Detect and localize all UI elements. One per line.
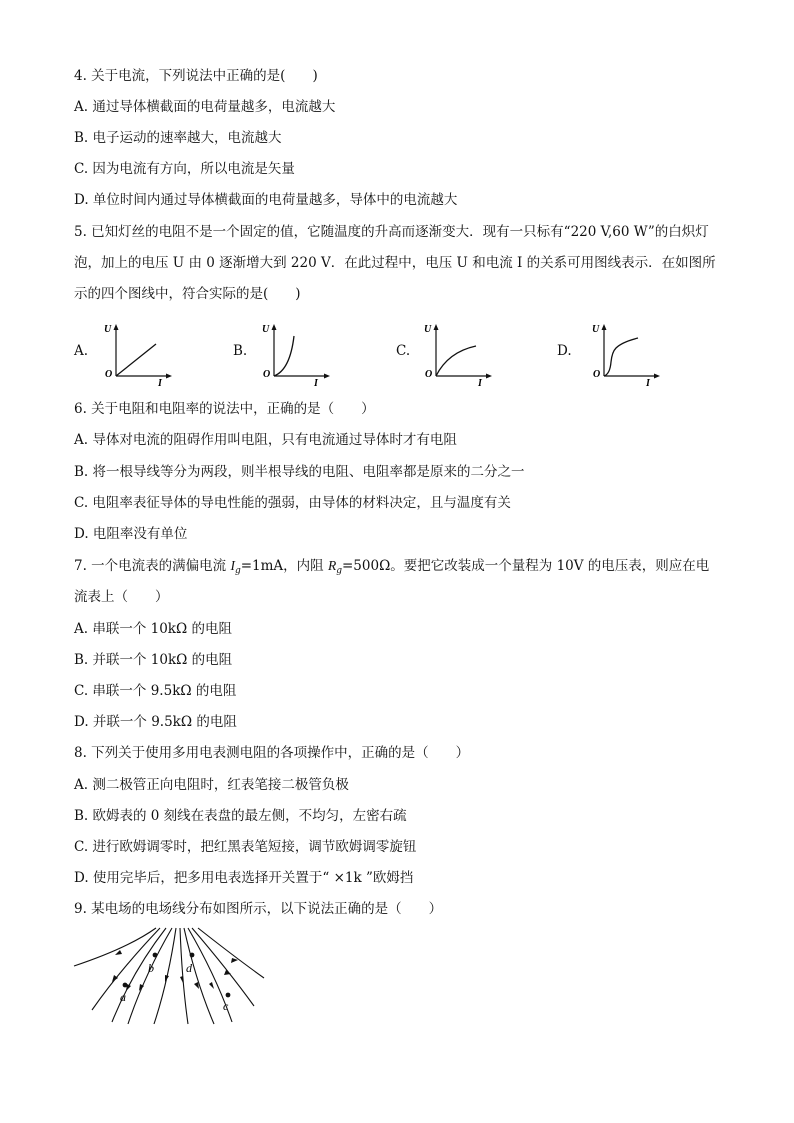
q6-option-d: D. 电阻率没有单位 xyxy=(74,526,188,542)
q4-option-b: B. 电子运动的速率越大，电流越大 xyxy=(74,130,282,146)
svg-text:U: U xyxy=(424,324,432,335)
q7-option-c: C. 串联一个 9.5kΩ 的电阻 xyxy=(74,683,237,699)
graph-b xyxy=(256,318,336,386)
q8-option-b: B. 欧姆表的 0 刻线在表盘的最左侧，不均匀，左密右疏 xyxy=(74,808,407,824)
graph-c-label: C. xyxy=(396,343,411,359)
q4-option-a: A. 通过导体横截面的电荷量越多，电流越大 xyxy=(74,99,336,115)
graph-d xyxy=(586,318,666,386)
origin: O xyxy=(105,369,113,380)
q7-option-d: D. 并联一个 9.5kΩ 的电阻 xyxy=(74,714,237,730)
q5-line3: 示的四个图线中，符合实际的是( ) xyxy=(74,286,301,302)
svg-text:U: U xyxy=(592,324,600,335)
svg-text:I: I xyxy=(478,378,482,386)
svg-text:O: O xyxy=(263,369,271,380)
q4-stem: 4. 关于电流，下列说法中正确的是( ) xyxy=(74,68,318,84)
svg-text:I: I xyxy=(314,378,318,386)
label-a: a xyxy=(120,990,126,1004)
q4-option-d: D. 单位时间内通过导体横截面的电荷量越多，导体中的电流越大 xyxy=(74,192,458,208)
graph-a xyxy=(98,318,178,386)
graph-b-label: B. xyxy=(233,343,248,359)
q8-stem: 8. 下列关于使用多用电表测电阻的各项操作中，正确的是（ ） xyxy=(74,745,470,761)
q5-line2: 泡，加上的电压 U 由 0 逐渐增大到 220 V．在此过程中，电压 U 和电流 I 的关系可用图线表示．在如图所 xyxy=(74,255,716,271)
point-a xyxy=(123,983,128,988)
svg-text:U: U xyxy=(262,324,270,335)
q8-option-d: D. 使用完毕后，把多用电表选择开关置于“ ×1k ”欧姆挡 xyxy=(74,870,414,886)
axis-i: I xyxy=(158,378,162,386)
graph-d-label: D. xyxy=(557,343,572,359)
q8-option-c: C. 进行欧姆调零时，把红黑表笔短接，调节欧姆调零旋钮 xyxy=(74,839,417,855)
q4-option-c: C. 因为电流有方向，所以电流是矢量 xyxy=(74,161,295,177)
axis-u: U xyxy=(104,324,112,335)
q7-line1: 7. 一个电流表的满偏电流 $I_g=1mA$，内阻 $R_g=500\Omega$。要把它改装成一个量程为 10V 的电压表，则应在电 xyxy=(74,558,710,576)
graph-a-label: A. xyxy=(74,343,89,359)
q6-stem: 6. 关于电阻和电阻率的说法中，正确的是（ ） xyxy=(74,401,375,417)
label-d: d xyxy=(186,961,192,975)
svg-text:I: I xyxy=(646,378,650,386)
q6-option-a: A. 导体对电流的阻碍作用叫电阻，只有电流通过导体时才有电阻 xyxy=(74,432,457,448)
svg-text:O: O xyxy=(425,369,433,380)
electric-field-lines-diagram xyxy=(68,926,268,1026)
q8-option-a: A. 测二极管正向电阻时，红表笔接二极管负极 xyxy=(74,777,349,793)
label-b: b xyxy=(148,961,154,975)
label-c: c xyxy=(223,999,229,1013)
q9-stem: 9. 某电场的电场线分布如图所示，以下说法正确的是（ ） xyxy=(74,901,443,917)
q7-option-b: B. 并联一个 10kΩ 的电阻 xyxy=(74,652,233,668)
q7-line2: 流表上（ ） xyxy=(74,589,169,605)
q7-option-a: A. 串联一个 10kΩ 的电阻 xyxy=(74,621,232,637)
point-b xyxy=(153,953,158,958)
q6-option-c: C. 电阻率表征导体的导电性能的强弱，由导体的材料决定，且与温度有关 xyxy=(74,495,511,511)
svg-text:O: O xyxy=(593,369,601,380)
q5-line1: 5. 已知灯丝的电阻不是一个固定的值，它随温度的升高而逐渐变大．现有一只标有“220 V,60 W”的白炽灯 xyxy=(74,224,709,240)
point-c xyxy=(226,993,231,998)
point-d xyxy=(190,953,195,958)
q6-option-b: B. 将一根导线等分为两段，则半根导线的电阻、电阻率都是原来的二分之一 xyxy=(74,464,525,480)
graph-c xyxy=(418,318,498,386)
